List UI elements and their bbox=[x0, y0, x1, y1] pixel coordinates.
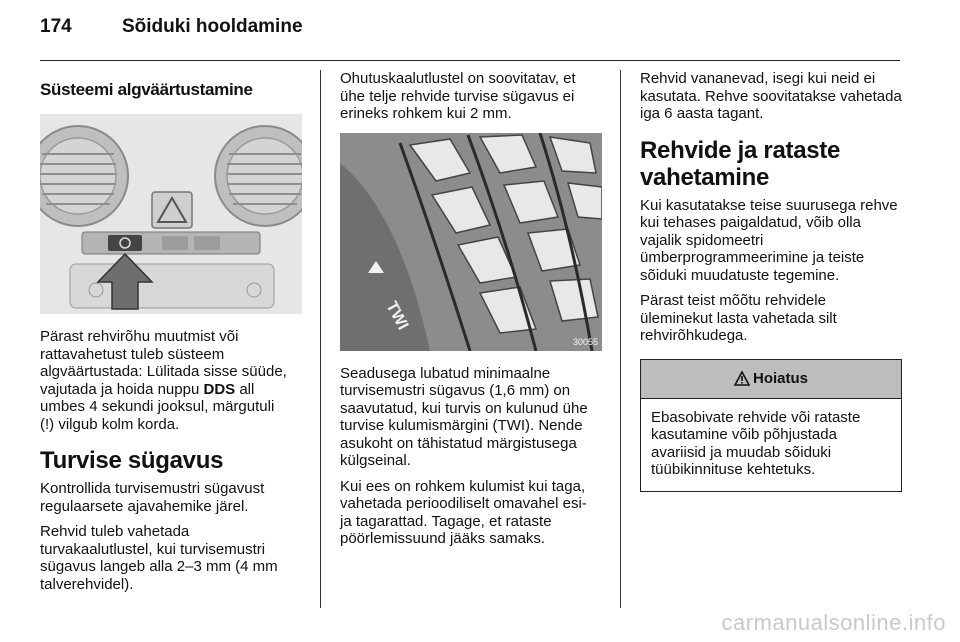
section-heading-reset: Süsteemi algväärtustamine bbox=[40, 80, 253, 99]
figure-number: 30055 bbox=[572, 336, 598, 347]
watermark: carmanualsonline.info bbox=[721, 610, 946, 635]
column-3 bbox=[640, 70, 902, 492]
twi-label: TWI bbox=[382, 298, 412, 333]
page-header bbox=[40, 16, 303, 56]
column-divider-1 bbox=[320, 70, 321, 608]
warning-text: Ebasobivate rehvide või rataste kasutamine võib põhjustada avariisid ja muudab sõiduki tüübikinnituse kehtetuks. bbox=[651, 408, 861, 478]
rotation-text: Kui ees on rohkem kulumist kui taga, vahetada perioodiliselt omavahel esi- ja tagarattad. Tagage, et rataste pöörlemissuund jääks samaks. bbox=[340, 477, 587, 547]
header-divider bbox=[40, 60, 900, 61]
section-heading-tread-depth: Turvise sügavus bbox=[40, 447, 224, 474]
column-2 bbox=[340, 70, 602, 556]
page-title: Sõiduki hooldamine bbox=[122, 16, 303, 37]
dashboard-dds-button-figure bbox=[40, 114, 302, 314]
warning-title: Hoiatus bbox=[752, 370, 808, 387]
tire-pressure-warning-icon: (!) bbox=[40, 415, 55, 433]
warning-body bbox=[641, 399, 901, 491]
column-1 bbox=[40, 70, 302, 601]
dds-button-label: DDS bbox=[203, 380, 236, 398]
page-number: 174 bbox=[40, 16, 72, 37]
tread-replace-text: Rehvid tuleb vahetada turvakaalutlustel, kui turvisemustri sügavus langeb alla 2–3 mm (4 mm talverehvidel). bbox=[40, 523, 278, 593]
section-heading-tire-change: Rehvide ja rataste vahetamine bbox=[640, 136, 841, 191]
warning-header bbox=[641, 360, 901, 399]
legal-tread-text: Seadusega lubatud minimaalne turvisemustri sügavus (1,6 mm) on saavutatud, kui turvis on kulunud ühe turvise kulumismärgini (TWI). Nende asukoht on tähistatud märgistusega külgseinal. bbox=[340, 364, 588, 469]
column-divider-2 bbox=[620, 70, 621, 608]
tire-tread-figure bbox=[340, 133, 602, 351]
tire-size-text: Kui kasutatakse teise suurusega rehve kui tehases paigaldatud, võib olla vajalik spidomeetri ümberprogrammeerimine ja teiste sõiduki muudatuste tegemine. bbox=[640, 196, 898, 284]
tire-aging-text: Rehvid vananevad, isegi kui neid ei kasutata. Rehve soovitatakse vahetada iga 6 aasta tagant. bbox=[640, 70, 902, 122]
reset-instructions: Pärast rehvirõhu muutmist või rattavahetust tuleb süsteem algväärtustada: Lülitada sisse süüde, vajutada ja hoida nuppu DDS all umbes 4 sekundi jooksul, märgutuli (!) vilgub kolm korda. bbox=[40, 328, 287, 433]
tire-label-text: Pärast teist mõõtu rehvidele üleminekut lasta vahetada silt rehvirõhkudega. bbox=[640, 292, 837, 344]
warning-box bbox=[640, 359, 902, 492]
tread-check-text: Kontrollida turvisemustri sügavust regulaarsete ajavahemike järel. bbox=[40, 480, 265, 515]
axle-difference-text: Ohutuskaalutlustel on soovitatav, et ühe telje rehvide turvise sügavus ei erineks rohkem kui 2 mm. bbox=[340, 70, 576, 122]
warning-triangle-icon bbox=[734, 371, 750, 386]
